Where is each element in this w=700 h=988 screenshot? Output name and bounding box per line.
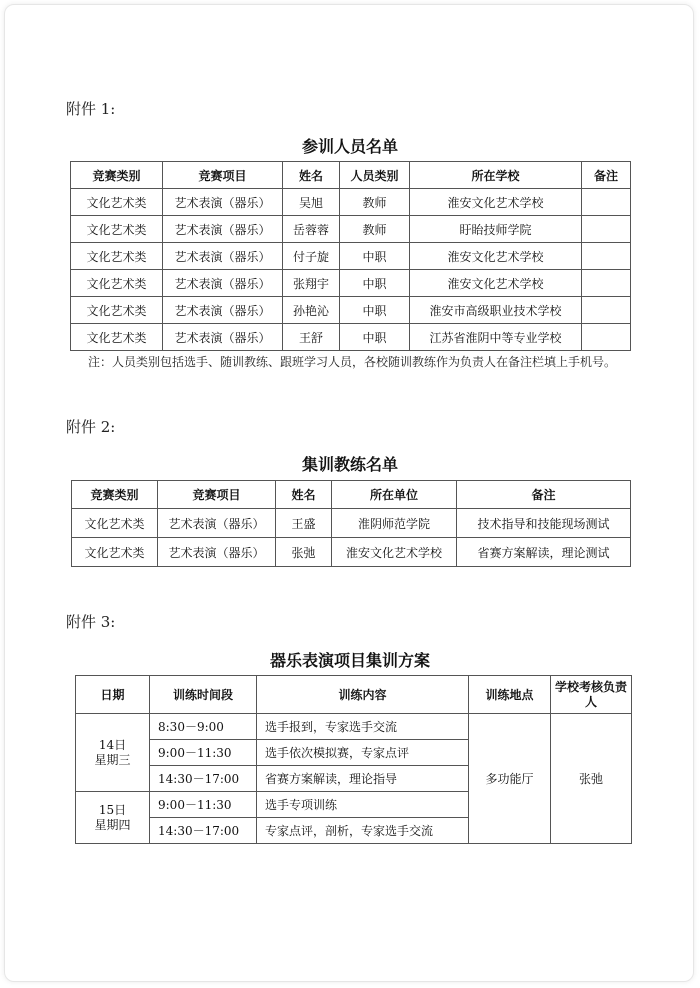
attachment3-title: 器乐表演项目集训方案	[269, 651, 430, 670]
cell-date-day2	[76, 792, 150, 844]
table-header-row	[76, 676, 632, 714]
cell-remarks	[582, 324, 631, 351]
cell-event: 艺术表演（器乐）	[163, 189, 283, 216]
cell-name: 张弛	[276, 538, 332, 567]
table-header-row	[72, 481, 631, 509]
cell-school: 淮安文化艺术学校	[410, 270, 582, 297]
attachment2-title: 集训教练名单	[301, 455, 398, 474]
header-person-type: 人员类别	[340, 162, 410, 189]
cell-category: 文化艺术类	[71, 216, 163, 243]
participants-note: 注：人员类别包括选手、随训教练、跟班学习人员，各校随训教练作为负责人在备注栏填上手机号。	[88, 355, 617, 369]
header-category: 竞赛类别	[71, 162, 163, 189]
header-date: 日期	[76, 676, 150, 714]
table-row	[71, 324, 631, 351]
cell-event: 艺术表演（器乐）	[163, 270, 283, 297]
date-day1: 14日	[98, 737, 127, 752]
table-row	[76, 714, 632, 740]
cell-time: 9:00－11:30	[150, 792, 257, 818]
table-row	[72, 538, 631, 567]
cell-unit: 淮阴师范学院	[332, 509, 457, 538]
cell-person-type: 中职	[340, 243, 410, 270]
attachment1-title: 参训人员名单	[301, 137, 398, 156]
coaches-table	[71, 480, 631, 567]
cell-name: 张翔宇	[283, 270, 340, 297]
cell-name: 孙艳沁	[283, 297, 340, 324]
cell-time: 9:00－11:30	[150, 740, 257, 766]
cell-remarks	[582, 189, 631, 216]
cell-category: 文化艺术类	[71, 189, 163, 216]
cell-name: 吴旭	[283, 189, 340, 216]
cell-event: 艺术表演（器乐）	[158, 509, 276, 538]
cell-person-type: 教师	[340, 216, 410, 243]
header-name: 姓名	[276, 481, 332, 509]
cell-category: 文化艺术类	[72, 538, 158, 567]
cell-content: 省赛方案解读，理论指导	[257, 766, 469, 792]
cell-school: 淮安文化艺术学校	[410, 243, 582, 270]
cell-school: 江苏省淮阴中等专业学校	[410, 324, 582, 351]
cell-unit: 淮安文化艺术学校	[332, 538, 457, 567]
header-location: 训练地点	[469, 676, 551, 714]
schedule-table	[75, 675, 632, 844]
cell-event: 艺术表演（器乐）	[163, 324, 283, 351]
cell-person-type: 中职	[340, 270, 410, 297]
cell-name: 王舒	[283, 324, 340, 351]
cell-category: 文化艺术类	[71, 297, 163, 324]
header-event: 竞赛项目	[163, 162, 283, 189]
cell-school: 盱眙技师学院	[410, 216, 582, 243]
cell-content: 选手专项训练	[257, 792, 469, 818]
cell-school: 淮安文化艺术学校	[410, 189, 582, 216]
participants-table	[70, 161, 631, 351]
cell-remarks	[582, 216, 631, 243]
cell-school: 淮安市高级职业技术学校	[410, 297, 582, 324]
header-event: 竞赛项目	[158, 481, 276, 509]
cell-category: 文化艺术类	[72, 509, 158, 538]
cell-content: 选手依次模拟赛，专家点评	[257, 740, 469, 766]
cell-time: 8:30－9:00	[150, 714, 257, 740]
table-row	[71, 270, 631, 297]
header-time: 训练时间段	[150, 676, 257, 714]
cell-remarks: 技术指导和技能现场测试	[457, 509, 631, 538]
cell-time: 14:30－17:00	[150, 766, 257, 792]
table-row	[71, 189, 631, 216]
cell-event: 艺术表演（器乐）	[163, 216, 283, 243]
header-name: 姓名	[283, 162, 340, 189]
cell-supervisor: 张弛	[551, 714, 632, 844]
cell-person-type: 教师	[340, 189, 410, 216]
cell-date-day1	[76, 714, 150, 792]
cell-event: 艺术表演（器乐）	[163, 243, 283, 270]
weekday-day1: 星期三	[94, 752, 131, 767]
cell-time: 14:30－17:00	[150, 818, 257, 844]
cell-content: 专家点评，剖析，专家选手交流	[257, 818, 469, 844]
weekday-day2: 星期四	[94, 817, 131, 832]
cell-category: 文化艺术类	[71, 243, 163, 270]
header-content: 训练内容	[257, 676, 469, 714]
header-unit: 所在单位	[332, 481, 457, 509]
cell-remarks	[582, 243, 631, 270]
date-day2: 15日	[98, 802, 127, 817]
attachment2-heading: 附件 2:	[66, 418, 116, 436]
table-row	[71, 216, 631, 243]
table-row	[71, 297, 631, 324]
cell-name: 王盛	[276, 509, 332, 538]
cell-content: 选手报到，专家选手交流	[257, 714, 469, 740]
attachment1-heading: 附件 1:	[66, 100, 116, 118]
header-school: 所在学校	[410, 162, 582, 189]
cell-person-type: 中职	[340, 324, 410, 351]
cell-remarks	[582, 297, 631, 324]
table-row	[72, 509, 631, 538]
cell-category: 文化艺术类	[71, 324, 163, 351]
cell-location: 多功能厅	[469, 714, 551, 844]
header-category: 竞赛类别	[72, 481, 158, 509]
cell-category: 文化艺术类	[71, 270, 163, 297]
cell-name: 付子旋	[283, 243, 340, 270]
cell-remarks	[582, 270, 631, 297]
cell-remarks: 省赛方案解读，理论测试	[457, 538, 631, 567]
table-row	[71, 243, 631, 270]
cell-person-type: 中职	[340, 297, 410, 324]
cell-event: 艺术表演（器乐）	[158, 538, 276, 567]
header-supervisor: 学校考核负责人	[551, 676, 632, 714]
header-remarks: 备注	[582, 162, 631, 189]
attachment3-heading: 附件 3:	[66, 613, 116, 631]
cell-event: 艺术表演（器乐）	[163, 297, 283, 324]
header-remarks: 备注	[457, 481, 631, 509]
table-header-row	[71, 162, 631, 189]
cell-name: 岳蓉蓉	[283, 216, 340, 243]
